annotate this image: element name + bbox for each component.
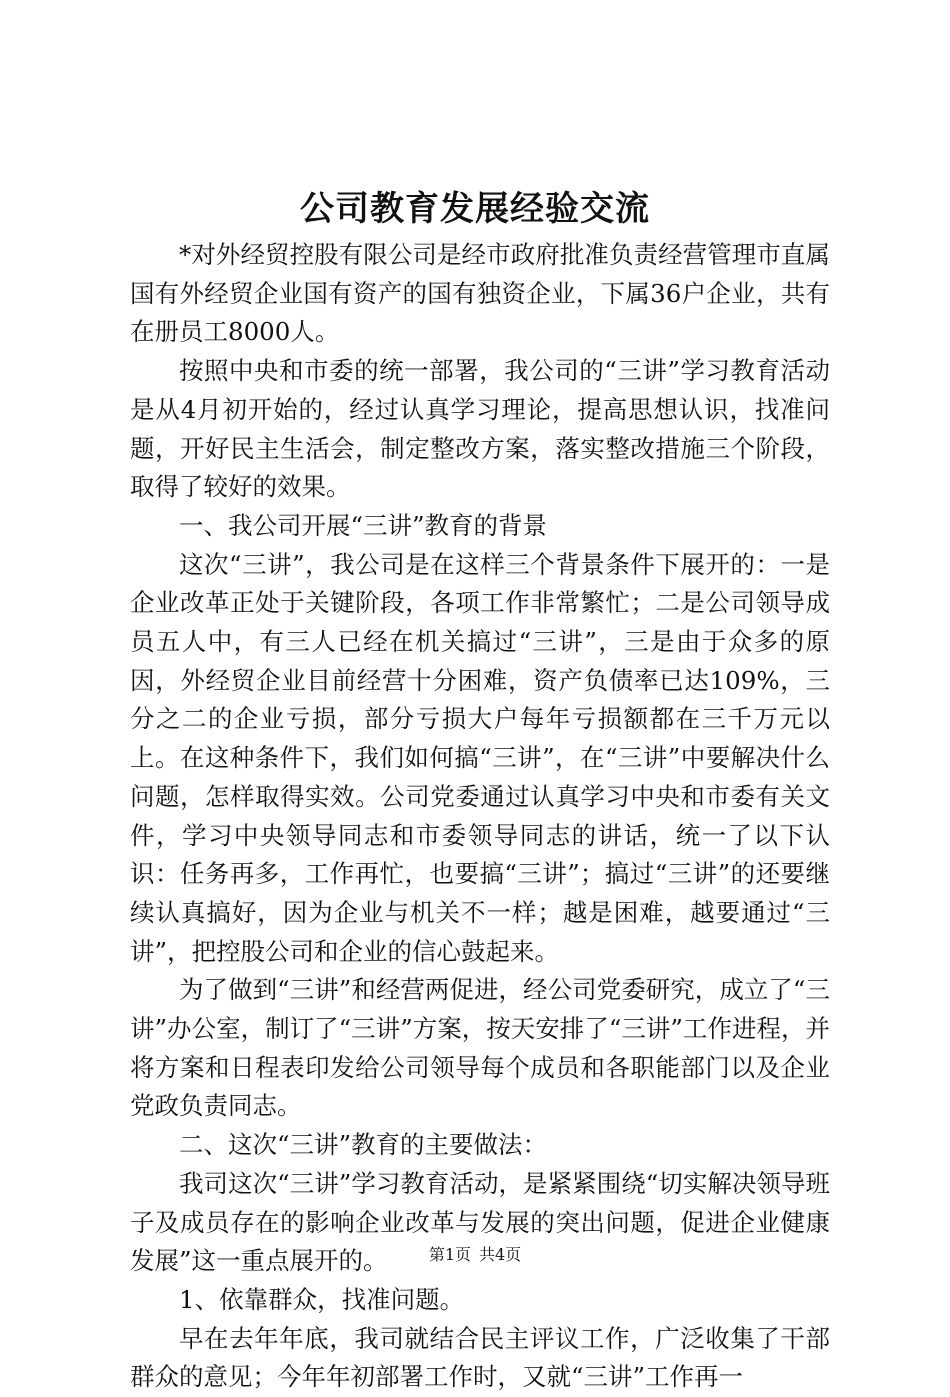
page-title: 公司教育发展经验交流 [300,189,650,229]
paragraph-collect-opinions: 早在去年年底，我司就结合民主评议工作，广泛收集了干部群众的意见；今年年初部署工作时，又就“三讲”工作再一 [130,1323,830,1392]
section-heading-practices: 二、这次“三讲”教育的主要做法： [179,1130,548,1160]
page-number: 第1页 [428,1245,471,1264]
paragraph-office-setup: 为了做到“三讲”和经营两促进，经公司党委研究，成立了“三讲”办公室，制订了“三讲”方案，按天安排了“三讲”工作进程，并将方案和日程表印发给公司领导每个成员和各职能部门以及企业党政负责同志。 [130,975,830,1121]
document-body [130,236,830,1397]
paragraph-focus: 我司这次“三讲”学习教育活动，是紧紧围绕“切实解决领导班子及成员存在的影响企业改革与发展的突出问题，促进企业健康发展”这一重点展开的。 [130,1168,830,1276]
paragraph-intro: *对外经贸控股有限公司是经市政府批准负责经营管理市直属国有外经贸企业国有资产的国有独资企业，下属36户企业，共有在册员工8000人。 [130,240,830,347]
page-total: 共4页 [479,1245,522,1264]
page-footer [0,1244,950,1266]
subheading-rely-on-masses: 1、依靠群众，找准问题。 [179,1284,465,1314]
paragraph-deployment: 按照中央和市委的统一部署，我公司的“三讲”学习教育活动是从4月初开始的，经过认真学习理论，提高思想认识，找准问题，开好民主生活会，制定整改方案，落实整改措施三个阶段，取得了较好的效果。 [130,356,830,502]
section-heading-background: 一、我公司开展“三讲”教育的背景 [179,510,548,540]
paragraph-background: 这次“三讲”，我公司是在这样三个背景条件下展开的：一是企业改革正处于关键阶段，各项工作非常繁忙；二是公司领导成员五人中，有三人已经在机关搞过“三讲”，三是由于众多的原因，外经贸企业目前经营十分困难，资产负债率已达109%，三分之二的企业亏损，部分亏损大户每年亏损额都在三千万元以上。在这种条件下，我们如何搞“三讲”，在“三讲”中要解决什么问题，怎样取得实效。公司党委通过认真学习中央和市委有关文件，学习中央领导同志和市委领导同志的讲话，统一了以下认识：任务再多，工作再忙，也要搞“三讲”；搞过“三讲”的还要继续认真搞好，因为企业与机关不一样；越是困难，越要通过“三讲”，把控股公司和企业的信心鼓起来。 [130,549,830,966]
